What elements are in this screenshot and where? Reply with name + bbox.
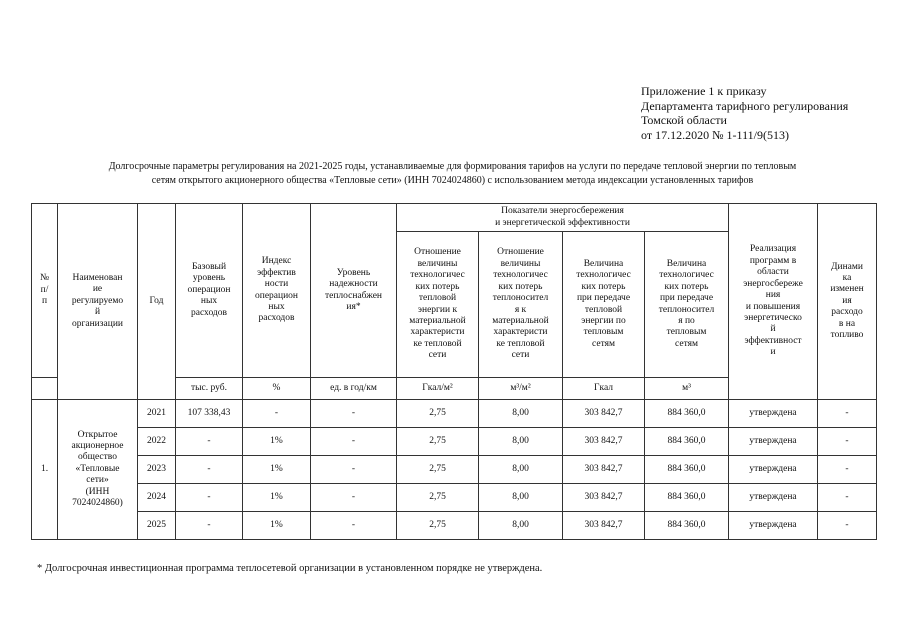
cell-programs: утверждена [729, 428, 818, 456]
cell-base: 107 338,43 [176, 400, 243, 428]
cell-reliability: - [311, 428, 397, 456]
annex-line: Департамента тарифного регулирования [641, 98, 849, 113]
cell-index: 1% [243, 456, 311, 484]
cell-base: - [176, 428, 243, 456]
unit-loss-carrier: м³ [645, 378, 729, 400]
cell-loss-heat: 303 842,7 [563, 428, 645, 456]
cell-ratio-heat: 2,75 [397, 428, 479, 456]
table-row [32, 512, 877, 540]
table-row [32, 428, 877, 456]
cell-reliability: - [311, 400, 397, 428]
header-base-costs: Базовый уровень операцион ных расходов [176, 204, 243, 378]
cell-dynamics: - [818, 428, 877, 456]
header-efficiency-index: Индекс эффектив ности операцион ных расходов [243, 204, 311, 378]
cell-ratio-heat: 2,75 [397, 512, 479, 540]
cell-index: 1% [243, 512, 311, 540]
cell-base: - [176, 484, 243, 512]
annex-line: от 17.12.2020 № 1-111/9(513) [641, 127, 789, 142]
cell-year: 2022 [138, 428, 176, 456]
header-fuel-dynamics: Динами ка изменен ия расходо в на топливо [818, 204, 877, 400]
header-loss-carrier: Величина технологичес ких потерь при передаче теплоносител я по тепловым сетям [645, 232, 729, 378]
cell-base: - [176, 512, 243, 540]
cell-loss-heat: 303 842,7 [563, 484, 645, 512]
unit-ratio-carrier: м³/м² [479, 378, 563, 400]
annex-block [641, 84, 848, 142]
cell-loss-carrier: 884 360,0 [645, 456, 729, 484]
cell-programs: утверждена [729, 400, 818, 428]
cell-ratio-carrier: 8,00 [479, 512, 563, 540]
header-loss-heat: Величина технологичес ких потерь при передаче тепловой энергии по тепловым сетям [563, 232, 645, 378]
cell-programs: утверждена [729, 456, 818, 484]
title-line: Долгосрочные параметры регулирования на 2021-2025 годы, устанавливаемые для формирования тарифов на услуги по передаче тепловой энергии по тепловым [108, 161, 797, 172]
table-row [32, 484, 877, 512]
header-num: № п/ п [32, 204, 58, 378]
header-ratio-carrier: Отношение величины технологичес ких потерь теплоносител я к материальной характеристи ке тепловой сети [479, 232, 563, 378]
title-line: сетям открытого акционерного общества «Тепловые сети» (ИНН 7024024860) с использованием метода индексации установленных тарифов [151, 174, 754, 186]
cell-ratio-carrier: 8,00 [479, 400, 563, 428]
cell-ratio-heat: 2,75 [397, 456, 479, 484]
cell-index: 1% [243, 428, 311, 456]
cell-ratio-carrier: 8,00 [479, 456, 563, 484]
cell-loss-heat: 303 842,7 [563, 400, 645, 428]
cell-ratio-carrier: 8,00 [479, 428, 563, 456]
unit-ratio-heat: Гкал/м² [397, 378, 479, 400]
header-programs: Реализация программ в области энергосбереже ния и повышения энергетическо й эффективност и [729, 204, 818, 400]
unit-index: % [243, 378, 311, 400]
cell-ratio-heat: 2,75 [397, 400, 479, 428]
cell-ratio-carrier: 8,00 [479, 484, 563, 512]
header-reliability: Уровень надежности теплоснабжен ия* [311, 204, 397, 378]
cell-dynamics: - [818, 400, 877, 428]
unit-reliability: ед. в год/км [311, 378, 397, 400]
cell-reliability: - [311, 512, 397, 540]
footnote: * Долгосрочная инвестиционная программа теплосетевой организации в установленном порядке не утверждена. [37, 563, 543, 574]
parameters-table [31, 203, 877, 540]
header-year: Год [138, 204, 176, 400]
cell-loss-carrier: 884 360,0 [645, 428, 729, 456]
cell-index: - [243, 400, 311, 428]
table-row [32, 400, 877, 428]
cell-loss-carrier: 884 360,0 [645, 512, 729, 540]
header-energy-group: Показатели энергосбережения и энергетической эффективности [397, 204, 729, 232]
cell-dynamics: - [818, 456, 877, 484]
cell-ratio-heat: 2,75 [397, 484, 479, 512]
cell-loss-heat: 303 842,7 [563, 512, 645, 540]
document-title [30, 160, 875, 187]
cell-dynamics: - [818, 484, 877, 512]
cell-reliability: - [311, 484, 397, 512]
cell-loss-heat: 303 842,7 [563, 456, 645, 484]
cell-programs: утверждена [729, 484, 818, 512]
cell-year: 2023 [138, 456, 176, 484]
annex-line: Томской области [641, 113, 727, 127]
organization-name: Открытое акционерное общество «Тепловые сети» (ИНН 7024024860) [58, 400, 138, 540]
cell-loss-carrier: 884 360,0 [645, 484, 729, 512]
annex-line: Приложение 1 к приказу [641, 84, 767, 98]
cell-reliability: - [311, 456, 397, 484]
header-org: Наименован ие регулируемо й организации [58, 204, 138, 400]
cell-index: 1% [243, 484, 311, 512]
cell-year: 2025 [138, 512, 176, 540]
cell-year: 2021 [138, 400, 176, 428]
cell-dynamics: - [818, 512, 877, 540]
cell-programs: утверждена [729, 512, 818, 540]
unit-num [32, 378, 58, 400]
table-row [32, 456, 877, 484]
unit-loss-heat: Гкал [563, 378, 645, 400]
cell-base: - [176, 456, 243, 484]
row-number: 1. [32, 400, 58, 540]
unit-base: тыс. руб. [176, 378, 243, 400]
cell-loss-carrier: 884 360,0 [645, 400, 729, 428]
cell-year: 2024 [138, 484, 176, 512]
header-ratio-heat: Отношение величины технологичес ких потерь тепловой энергии к материальной характеристи ке тепловой сети [397, 232, 479, 378]
